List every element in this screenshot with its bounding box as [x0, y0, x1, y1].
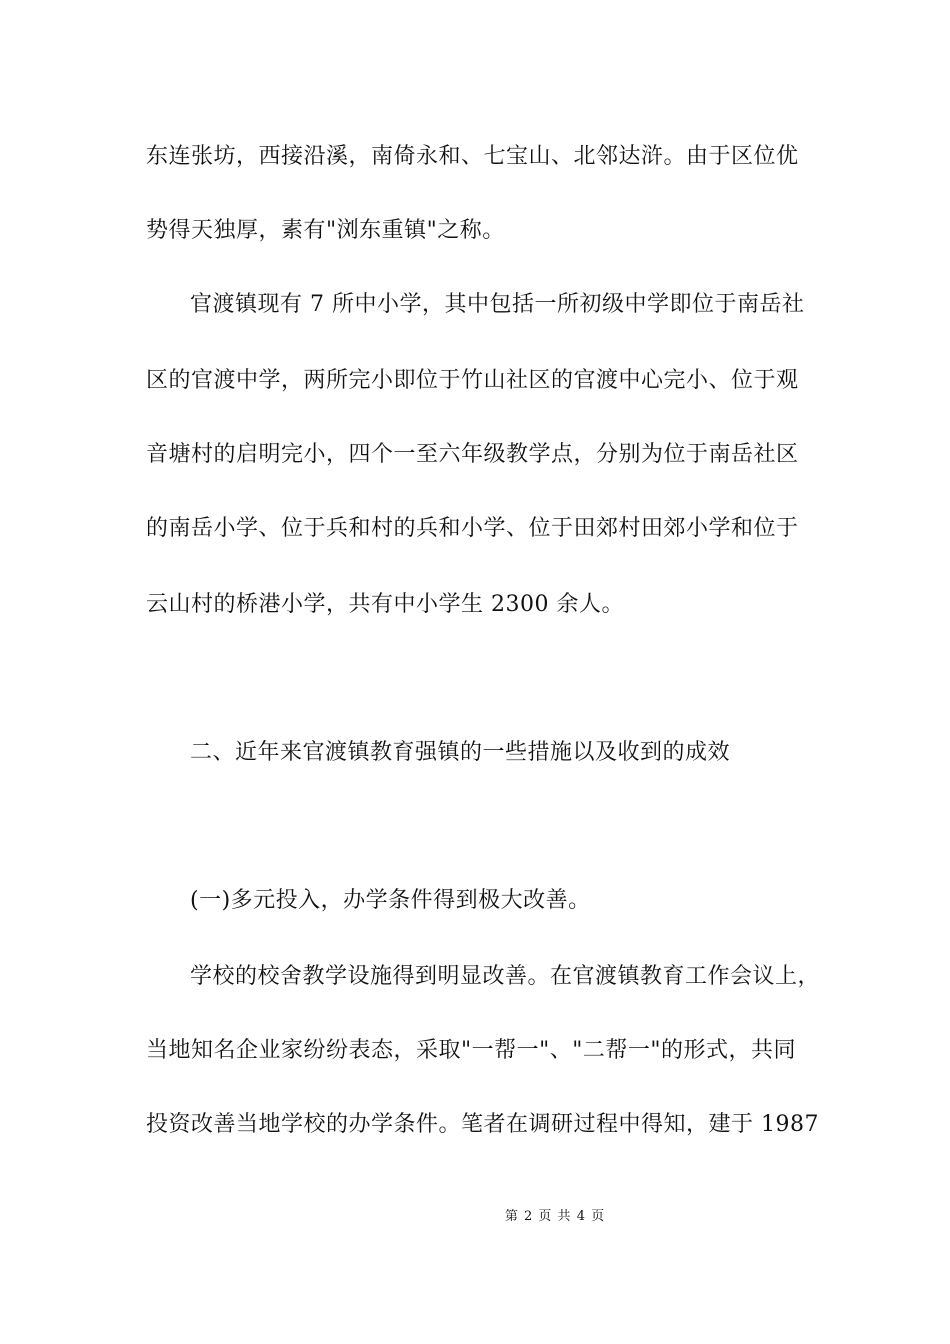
paragraph-line: 学校的校舍教学设施得到明显改善。在官渡镇教育工作会议上， — [190, 964, 821, 989]
paragraph-line: 东连张坊，西接沿溪，南倚永和、七宝山、北邻达浒。由于区位优 — [146, 144, 799, 169]
paragraph-line: 区的官渡中学，两所完小即位于竹山社区的官渡中心完小、位于观 — [146, 368, 799, 393]
paragraph-line: 势得天独厚，素有"浏东重镇"之称。 — [146, 218, 505, 243]
page-number-footer: 第 2 页 共 4 页 — [504, 1209, 606, 1224]
paragraph-line: 云山村的桥港小学，共有中小学生 2300 余人。 — [146, 592, 624, 617]
subsection-heading: (一)多元投入，办学条件得到极大改善。 — [190, 888, 591, 913]
paragraph-line: 音塘村的启明完小，四个一至六年级教学点，分别为位于南岳社区 — [146, 442, 799, 467]
paragraph-line: 的南岳小学、位于兵和村的兵和小学、位于田郊村田郊小学和位于 — [146, 516, 799, 541]
paragraph-line: 官渡镇现有 7 所中小学，其中包括一所初级中学即位于南岳社 — [190, 292, 805, 317]
section-heading: 二、近年来官渡镇教育强镇的一些措施以及收到的成效 — [190, 740, 731, 765]
paragraph-line: 当地知名企业家纷纷表态，采取"一帮一"、"二帮一"的形式，共同 — [146, 1038, 796, 1063]
paragraph-line: 投资改善当地学校的办学条件。笔者在调研过程中得知，建于 1987 — [146, 1112, 819, 1137]
